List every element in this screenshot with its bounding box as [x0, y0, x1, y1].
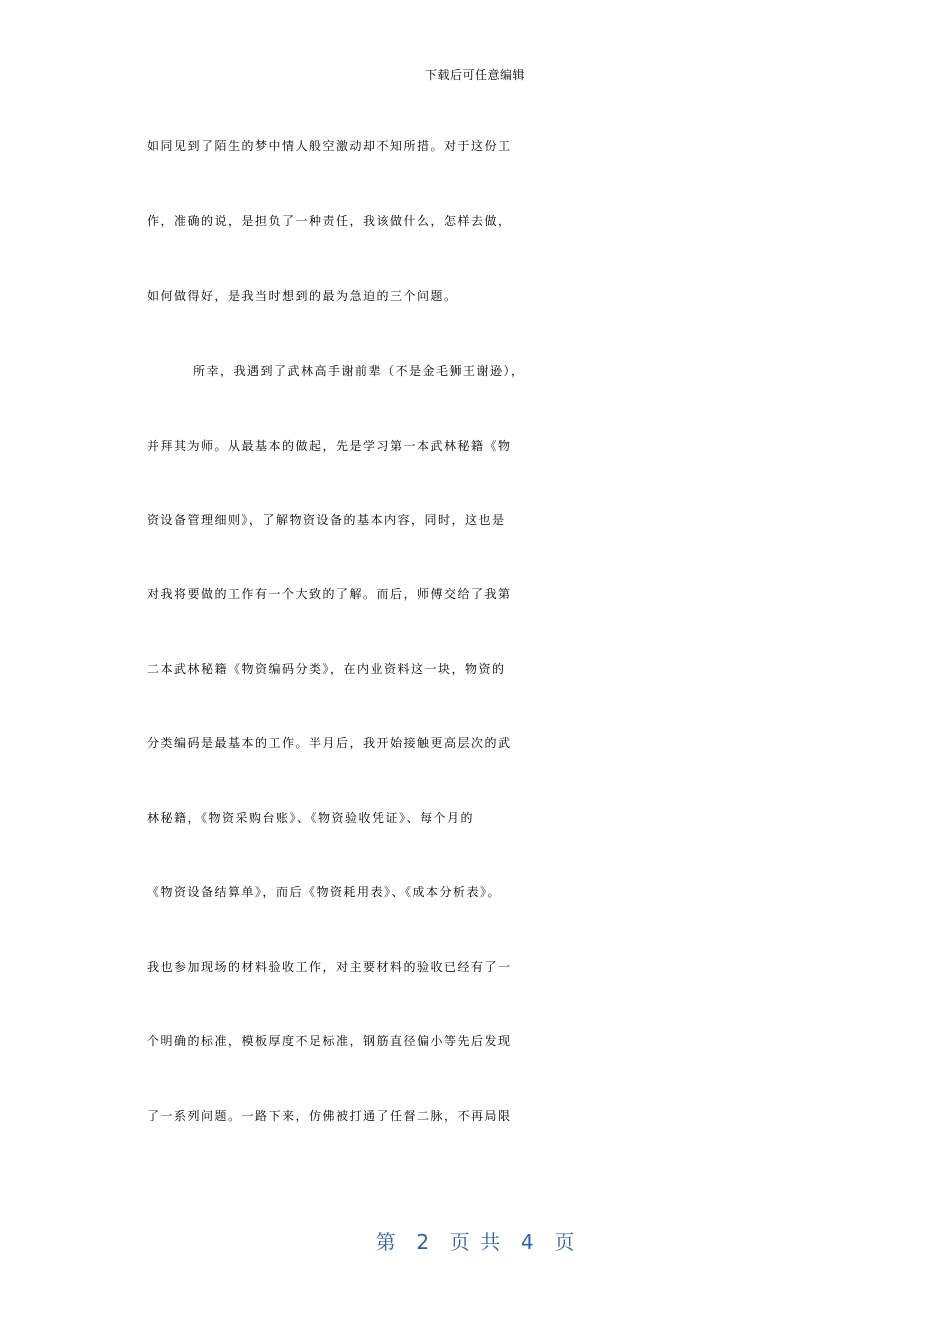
page-number-footer	[0, 1226, 950, 1255]
text-line: 二本武林秘籍《物资编码分类》，在内业资料这一块，物资的	[147, 662, 506, 676]
text-line: 个明确的标准，模板厚度不足标准，钢筋直径偏小等先后发现	[147, 1034, 512, 1048]
text-line: 资设备管理细则》，了解物资设备的基本内容，同时，这也是	[147, 513, 506, 527]
page-number-text: 第 2 页 共 4 页	[375, 1230, 575, 1254]
text-line: 了一系列问题。一路下来，仿佛被打通了任督二脉，不再局限	[147, 1109, 512, 1123]
text-line: 并拜其为师。从最基本的做起，先是学习第一本武林秘籍《物	[147, 439, 512, 453]
text-line: 林秘籍，《物资采购台账》、《物资验收凭证》、每个月的	[147, 811, 475, 825]
text-line: 如何做得好，是我当时想到的最为急迫的三个问题。	[147, 289, 458, 303]
paragraph-start-line: 所幸，我遇到了武林高手谢前辈（不是金毛狮王谢逊），	[193, 364, 525, 378]
text-line: 作，准确的说，是担负了一种责任，我该做什么，怎样去做，	[147, 214, 512, 228]
page-header: 下载后可任意编辑	[424, 68, 525, 82]
text-line: 如同见到了陌生的梦中情人般空激动却不知所措。对于这份工	[147, 139, 512, 153]
text-line: 我也参加现场的材料验收工作，对主要材料的验收已经有了一	[147, 960, 512, 974]
text-line: 《物资设备结算单》，而后《物资耗用表》、《成本分析表》。	[147, 885, 502, 899]
text-line: 分类编码是最基本的工作。半月后，我开始接触更高层次的武	[147, 736, 512, 750]
text-line: 对我将要做的工作有一个大致的了解。而后，师傅交给了我第	[147, 587, 512, 601]
